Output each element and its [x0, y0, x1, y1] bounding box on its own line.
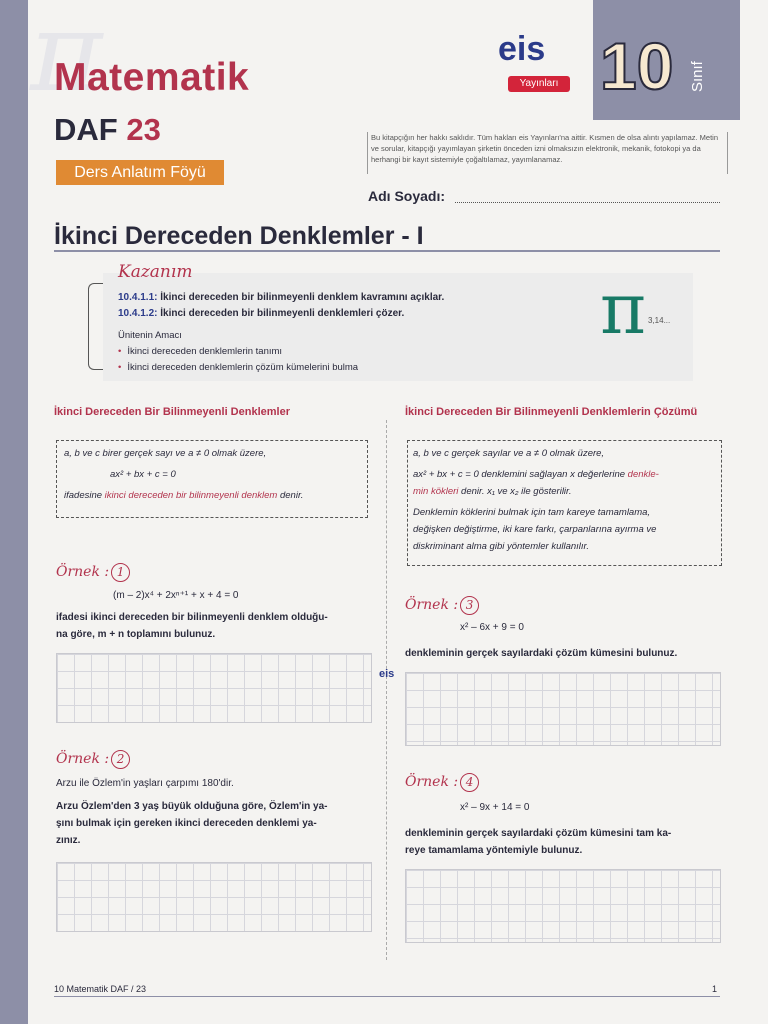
name-label: Adı Soyadı:: [368, 188, 446, 204]
example-1-question: na göre, m + n toplamını bulunuz.: [56, 629, 216, 640]
example-2-label: Örnek : 2: [56, 750, 130, 769]
example-2-text: Arzu ile Özlem'in yaşları çarpımı 180'dir.: [56, 778, 234, 789]
example-3-answer-grid: [405, 672, 721, 746]
example-3-equation: x² – 6x + 9 = 0: [460, 622, 524, 633]
example-4-question: reye tamamlama yöntemiyle bulunuz.: [405, 845, 583, 856]
roots-line: ax² + bx + c = 0 denklemini sağlayan x değerlerine denkle-: [413, 469, 659, 480]
example-2-question: Arzu Özlem'den 3 yaş büyük olduğuna göre, Özlem'in ya-: [56, 801, 328, 812]
unit-aim-bullet: • İkinci dereceden denklemlerin tanımı: [118, 346, 283, 357]
definition-line: a, b ve c birer gerçek sayı ve a ≠ 0 olmak üzere,: [64, 448, 267, 459]
background-pi-watermark: π: [30, 0, 103, 116]
grade-number: 10: [600, 29, 674, 103]
pi-note: 3,14...: [648, 316, 671, 325]
example-2-question: zınız.: [56, 835, 81, 846]
example-3-label: Örnek : 3: [405, 596, 479, 615]
kazanim-title: Kazanım: [118, 262, 193, 282]
copyright-notice: Bu kitapçığın her hakkı saklıdır. Tüm hakları eis Yayınları'na aittir. Kısmen de olsa alıntı yapılamaz. Metin ve sorular, kitapçığı yayımlayan şirketin önceden izni olmaksızın elektronik, mekanik, fotokopi ya da herhangi bir kayıt sistemiyle çoğaltılamaz, yayımlanamaz.: [367, 132, 728, 174]
example-4-equation: x² – 9x + 14 = 0: [460, 802, 530, 813]
doc-type-tag: Ders Anlatım Föyü: [56, 160, 224, 185]
unit-aim-bullet: • İkinci dereceden denklemlerin çözüm kümelerini bulma: [118, 362, 359, 373]
example-4-question: denkleminin gerçek sayılardaki çözüm kümesini tam ka-: [405, 828, 672, 839]
page-number: 1: [712, 984, 718, 994]
topic-title: İkinci Dereceden Denklemler - I: [54, 222, 424, 250]
topic-underline: [54, 250, 720, 252]
example-1-label: Örnek : 1: [56, 563, 130, 582]
footer-label: 10 Matematik DAF / 23: [54, 984, 147, 994]
example-2-answer-grid: [56, 862, 372, 932]
roots-line: min kökleri denir. x₁ ve x₂ ile gösterilir.: [413, 486, 572, 497]
definition-line: ifadesine ikinci dereceden bir bilinmeyenli denklem denir.: [64, 490, 304, 501]
roots-line: a, b ve c gerçek sayılar ve a ≠ 0 olmak üzere,: [413, 448, 605, 459]
roots-line: diskriminant alma gibi yöntemler kullanılır.: [413, 541, 589, 552]
pi-icon: π: [600, 268, 647, 350]
example-1-question: ifadesi ikinci dereceden bir bilinmeyenli denklem olduğu-: [56, 612, 328, 623]
kazanim-bracket: [88, 283, 103, 370]
kazanim-item: 10.4.1.2: İkinci dereceden bir bilinmeyenli denklemleri çözer.: [118, 308, 405, 319]
subject-title: Matematik: [54, 56, 250, 99]
grade-label: Sınıf: [689, 61, 706, 92]
example-2-question: şını bulmak için gereken ikinci dereceden denklemi ya-: [56, 818, 317, 829]
daf-title: DAF 23: [54, 112, 161, 147]
example-4-label: Örnek : 4: [405, 773, 479, 792]
name-field-line: [455, 202, 720, 203]
left-section-title: İkinci Dereceden Bir Bilinmeyenli Denklemler: [54, 406, 290, 418]
example-4-answer-grid: [405, 869, 721, 943]
publisher-logo: eis Yayınları: [478, 30, 578, 110]
unit-aim-title: Ünitenin Amacı: [118, 330, 182, 341]
example-1-equation: (m – 2)x⁴ + 2xⁿ⁺¹ + x + 4 = 0: [113, 590, 239, 601]
left-margin-bar: [0, 0, 28, 1024]
column-divider: [386, 420, 387, 960]
footer-line: [54, 996, 720, 997]
roots-line: Denklemin köklerini bulmak için tam kareye tamamlama,: [413, 507, 651, 518]
kazanim-item: 10.4.1.1: İkinci dereceden bir bilinmeyenli denklem kavramını açıklar.: [118, 292, 445, 303]
roots-line: değişken değiştirme, iki kare farkı, çarpanlarına ayırma ve: [413, 524, 657, 535]
center-publisher-logo: eis: [379, 668, 395, 680]
example-1-answer-grid: [56, 653, 372, 723]
example-3-question: denkleminin gerçek sayılardaki çözüm kümesini bulunuz.: [405, 648, 678, 659]
right-section-title: İkinci Dereceden Bir Bilinmeyenli Denklemlerin Çözümü: [405, 406, 698, 418]
definition-equation: ax² + bx + c = 0: [110, 469, 176, 480]
